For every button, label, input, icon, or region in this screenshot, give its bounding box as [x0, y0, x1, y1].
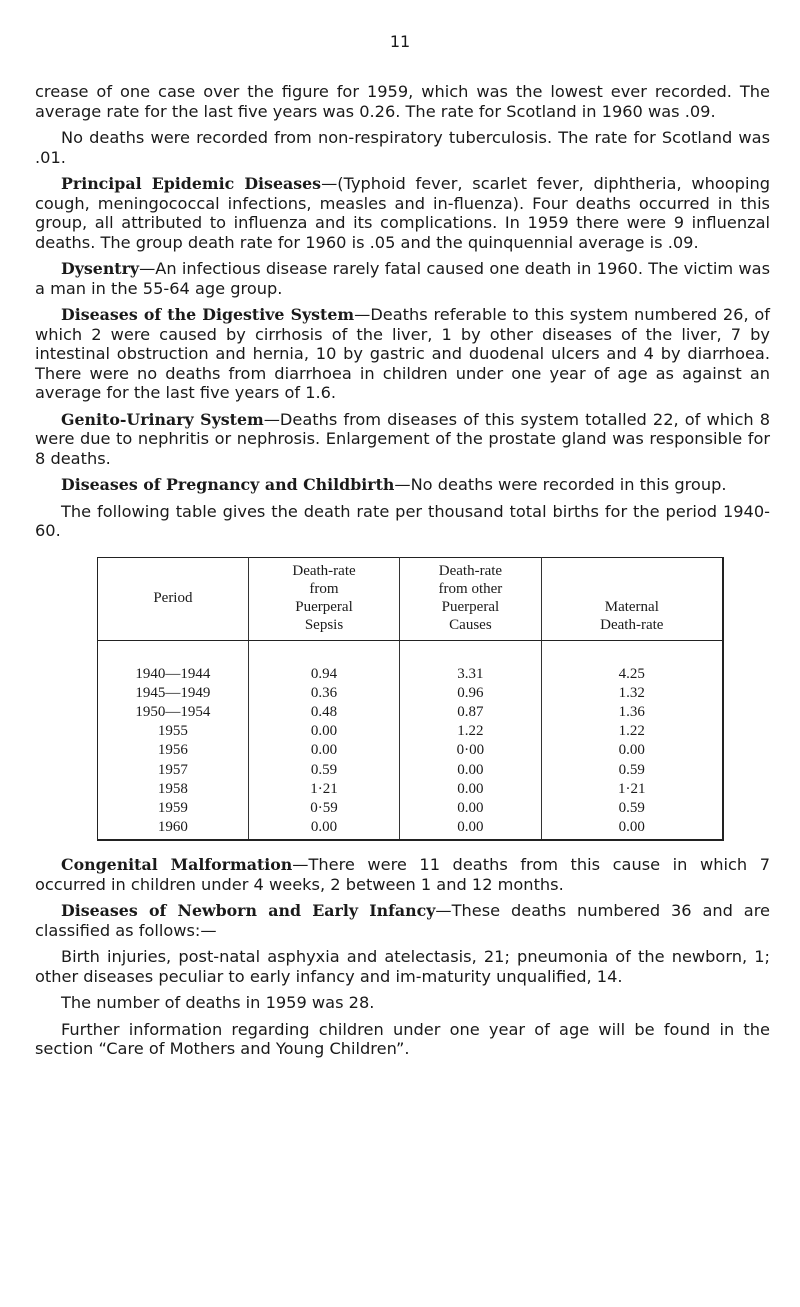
rate-cell: 0.00: [248, 722, 399, 741]
table-body: [98, 640, 724, 840]
paragraph: [35, 174, 770, 252]
paragraph-text: —These deaths numbered 36 and are classified as follows:—: [35, 901, 770, 940]
table-row: [98, 722, 724, 741]
section-heading: Genito-Urinary System: [61, 409, 264, 429]
table-row: [98, 741, 724, 760]
paragraph-text: —Deaths referable to this system numbered 26, of which 2 were caused by cirrhosis of the liver, 1 by other diseases of the liver, 7 by intestinal obstruction and hernia, 10 by gastric and duodenal ulcers and 4 by diarrhoea. There were no deaths from diarrhoea in children under one year of age as against an average for the last five years of 1.6.: [35, 305, 770, 402]
paragraph: [35, 993, 770, 1013]
paragraphs-bottom: [35, 855, 770, 1059]
section-heading: Dysentry: [61, 259, 140, 278]
rate-cell: 1.22: [541, 722, 723, 741]
paragraph: [35, 410, 770, 469]
rate-cell: 0.36: [248, 684, 399, 703]
paragraph-text: —No deaths were recorded in this group.: [394, 475, 727, 494]
rate-cell: 3.31: [400, 640, 541, 684]
rate-cell: 0.00: [248, 741, 399, 760]
rate-cell: 0.00: [400, 818, 541, 840]
paragraph-text: Birth injuries, post-natal asphyxia and atelectasis, 21; pneumonia of the newborn, 1; other diseases peculiar to early infancy and im-maturity unqualified, 14.: [35, 947, 770, 986]
rate-cell: 0.94: [248, 640, 399, 684]
rate-cell: 0.00: [541, 741, 723, 760]
rate-cell: 0.48: [248, 703, 399, 722]
paragraph: [35, 855, 770, 894]
paragraphs-top: [35, 82, 770, 541]
paragraph-text: —There were 11 deaths from this cause in which 7 occurred in children under 4 weeks, 2 between 1 and 12 months.: [35, 855, 770, 894]
paragraph: [35, 82, 770, 121]
period-cell: 1957: [157, 761, 188, 778]
rate-cell: 0·00: [400, 741, 541, 760]
paragraph: [35, 475, 770, 495]
paragraph: [35, 947, 770, 986]
table-row: [98, 684, 724, 703]
header-maternal-death-rate: [541, 557, 723, 640]
table-header-row: [98, 557, 724, 640]
paragraph-text: The number of deaths in 1959 was 28.: [61, 993, 375, 1013]
section-heading: Diseases of Newborn and Early Infancy: [61, 901, 436, 921]
period-cell: 1950—1954: [135, 703, 211, 720]
period-cell: 1958: [157, 780, 188, 797]
paragraph: [35, 305, 770, 403]
table-row: [98, 703, 724, 722]
paragraph: [35, 1020, 770, 1059]
rate-cell: 0·59: [248, 799, 399, 818]
header-other-puerperal-causes: [400, 557, 541, 640]
paragraph: [35, 259, 770, 298]
header-puerperal-sepsis: [248, 557, 399, 640]
paragraph-text: Further information regarding children under one year of age will be found in the section “Care of Mothers and Young Children”.: [35, 1019, 770, 1059]
rate-cell: 0.59: [541, 761, 723, 780]
rate-cell: 0.87: [400, 703, 541, 722]
maternal-death-rate-table: [97, 557, 724, 842]
table-row: [98, 780, 724, 799]
rate-cell: 1.22: [400, 722, 541, 741]
paragraph-text: —An infectious disease rarely fatal caused one death in 1960. The victim was a man in the 55-64 age group.: [35, 259, 770, 298]
rate-cell: 1·21: [541, 780, 723, 799]
rate-cell: 0.00: [400, 780, 541, 799]
paragraph: [35, 901, 770, 940]
rate-cell: 0.00: [541, 818, 723, 840]
table-row: [98, 799, 724, 818]
paragraph: [35, 502, 770, 541]
rate-cell: 0.00: [400, 799, 541, 818]
paragraph-text: No deaths were recorded from non-respiratory tuberculosis. The rate for Scotland was .01.: [35, 128, 770, 167]
header-period: Period: [98, 557, 249, 640]
period-cell: 1945—1949: [135, 684, 211, 701]
rate-cell: 0.59: [248, 761, 399, 780]
table-row: [98, 761, 724, 780]
paragraph-text: crease of one case over the figure for 1959, which was the lowest ever recorded. The average rate for the last five years was 0.26. The rate for Scotland in 1960 was .09.: [35, 82, 770, 121]
paragraph-text: The following table gives the death rate per thousand total births for the period 1940-60.: [35, 501, 770, 540]
paragraph-text: —Deaths from diseases of this system totalled 22, of which 8 were due to nephritis or nephrosis. Enlargement of the prostate gland was responsible for 8 deaths.: [35, 409, 770, 468]
rate-cell: 0.96: [400, 684, 541, 703]
table-row: [98, 818, 724, 840]
table-row: [98, 640, 724, 684]
paragraph: [35, 128, 770, 167]
header-text: Maternal Death-rate: [600, 598, 664, 633]
rate-cell: 0.59: [541, 799, 723, 818]
rate-cell: 0.00: [248, 818, 399, 840]
rate-cell: 4.25: [541, 640, 723, 684]
section-heading: Principal Epidemic Diseases: [61, 174, 322, 193]
header-text: Death-rate from other Puerperal Causes: [438, 562, 503, 633]
rate-cell: 1·21: [248, 780, 399, 799]
paragraph-text: —(Typhoid fever, scarlet fever, diphtheria, whooping cough, meningococcal infections, measles and in-fluenza). Four deaths occurred in this group, all attributed to influenza and its complications. In 1959 there were 9 influenzal deaths. The group death rate for 1960 is .05 and the quinquennial average is .09.: [35, 174, 770, 252]
period-cell: 1940—1944: [135, 665, 211, 682]
header-text: Death-rate from Puerperal Sepsis: [292, 562, 356, 633]
period-cell: 1960: [157, 819, 188, 836]
period-cell: 1955: [157, 723, 188, 740]
rate-cell: 0.00: [400, 761, 541, 780]
period-cell: 1959: [157, 799, 188, 816]
period-cell: 1956: [157, 742, 188, 759]
rate-cell: 1.36: [541, 703, 723, 722]
report-body: [35, 82, 770, 1066]
section-heading: Congenital Malformation: [61, 855, 293, 875]
section-heading: Diseases of the Digestive System: [61, 305, 355, 324]
rate-cell: 1.32: [541, 684, 723, 703]
page-number: 11: [389, 32, 411, 51]
section-heading: Diseases of Pregnancy and Childbirth: [61, 475, 395, 494]
